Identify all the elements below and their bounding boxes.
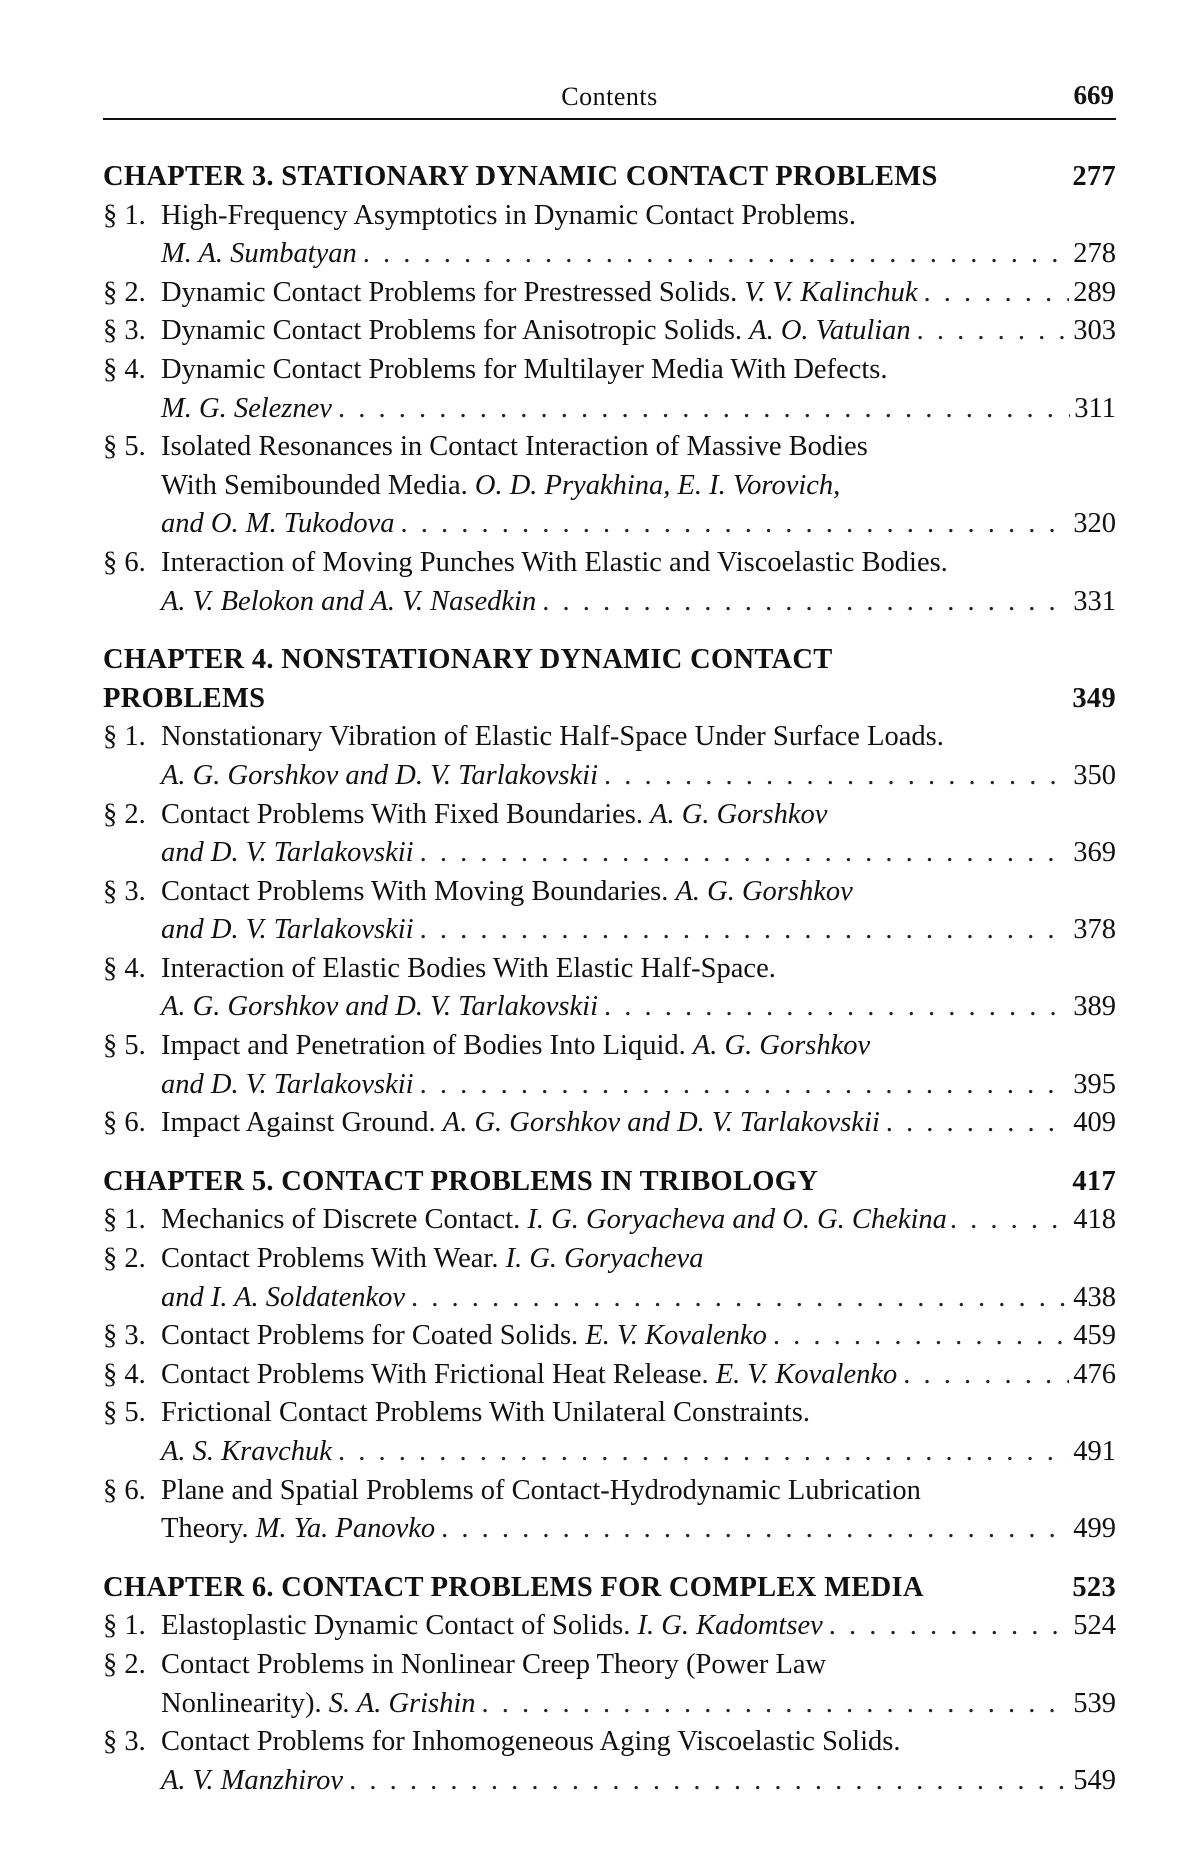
section-mark: § 5.	[103, 1397, 146, 1429]
section-title-continued: Nonlinearity).	[161, 1687, 322, 1719]
section-title: High-Frequency Asymptotics in Dynamic Contact Problems.	[161, 199, 856, 231]
section-mark: § 6.	[103, 1474, 146, 1506]
section-mark: § 3.	[103, 1726, 146, 1758]
chapter-title: CHAPTER 3. STATIONARY DYNAMIC CONTACT PROBLEMS	[103, 161, 938, 192]
dot-leader	[476, 1685, 1070, 1724]
toc-entry	[103, 1723, 1116, 1800]
dot-leader	[414, 1066, 1070, 1105]
chapter-heading	[103, 158, 1116, 197]
toc-entry	[103, 718, 1116, 795]
section-page: 395	[1073, 1068, 1116, 1100]
section-authors: O. D. Pryakhina, E. I. Vorovich,	[474, 469, 841, 501]
section-title: Contact Problems With Fixed Boundaries.	[161, 798, 643, 830]
dot-leader	[332, 1433, 1069, 1472]
chapter-3	[103, 158, 1116, 621]
section-page: 549	[1073, 1764, 1116, 1796]
chapter-heading	[103, 1569, 1116, 1608]
section-title: Contact Problems for Inhomogeneous Aging Viscoelastic Solids.	[161, 1726, 901, 1758]
section-mark: § 1.	[103, 1204, 146, 1236]
chapter-heading	[103, 1163, 1116, 1202]
toc-entry	[103, 1646, 1116, 1723]
section-mark: § 2.	[103, 1243, 146, 1275]
section-page: 350	[1073, 759, 1116, 791]
section-authors-continued: and D. V. Tarlakovskii	[161, 837, 414, 869]
running-header-title: Contents	[561, 82, 658, 111]
section-authors: E. V. Kovalenko	[715, 1358, 898, 1390]
toc-entry	[103, 1317, 1116, 1356]
dot-leader	[947, 1201, 1069, 1240]
section-authors: I. G. Goryacheva and O. G. Chekina	[527, 1204, 947, 1236]
section-page: 389	[1073, 991, 1116, 1023]
chapter-page: 417	[1072, 1165, 1116, 1197]
section-title: Contact Problems With Frictional Heat Release.	[161, 1358, 709, 1390]
running-header-page-number: 669	[1073, 80, 1114, 110]
section-mark: § 3.	[103, 875, 146, 907]
dot-leader	[414, 911, 1070, 950]
section-page: 438	[1073, 1281, 1116, 1313]
section-authors: M. G. Seleznev	[161, 392, 332, 424]
section-mark: § 2.	[103, 276, 146, 308]
dot-leader	[395, 505, 1070, 544]
section-authors: E. V. Kovalenko	[585, 1320, 767, 1352]
section-title-continued: With Semibounded Media.	[161, 469, 468, 501]
section-page: 459	[1073, 1320, 1116, 1352]
chapter-6	[103, 1569, 1116, 1801]
section-page: 320	[1073, 508, 1116, 540]
chapter-title: CHAPTER 6. CONTACT PROBLEMS FOR COMPLEX MEDIA	[103, 1571, 924, 1603]
toc-entry	[103, 544, 1116, 621]
dot-leader	[897, 1356, 1069, 1395]
table-of-contents	[103, 158, 1116, 1800]
section-authors: A. S. Kravchuk	[161, 1436, 332, 1467]
chapter-5	[103, 1163, 1116, 1549]
chapter-page: 523	[1072, 1571, 1116, 1603]
section-authors-continued: and D. V. Tarlakovskii	[161, 914, 414, 946]
section-authors-continued: and D. V. Tarlakovskii	[161, 1068, 414, 1100]
section-page: 331	[1073, 585, 1116, 617]
section-page: 278	[1073, 238, 1116, 270]
dot-leader	[414, 834, 1070, 873]
section-title: Dynamic Contact Problems for Multilayer Media With Defects.	[161, 353, 888, 385]
section-title-continued: Theory.	[161, 1513, 249, 1545]
dot-leader	[598, 757, 1069, 796]
section-title: Contact Problems With Moving Boundaries.	[161, 875, 669, 907]
chapter-title: CHAPTER 4. NONSTATIONARY DYNAMIC CONTACT	[103, 644, 833, 676]
chapter-page: 277	[1072, 161, 1116, 192]
section-authors: M. A. Sumbatyan	[161, 238, 357, 270]
section-authors: A. V. Belokon and A. V. Nasedkin	[161, 585, 537, 617]
section-authors: A. G. Gorshkov and D. V. Tarlakovskii	[442, 1107, 880, 1139]
section-page: 499	[1073, 1513, 1116, 1545]
section-authors: A. G. Gorshkov	[692, 1030, 871, 1062]
section-mark: § 3.	[103, 1320, 146, 1352]
dot-leader	[880, 1104, 1069, 1143]
section-page: 311	[1074, 392, 1116, 424]
chapter-heading	[103, 641, 1116, 718]
toc-entry	[103, 796, 1116, 873]
page	[103, 78, 1116, 1800]
running-header	[103, 78, 1116, 120]
section-title: Dynamic Contact Problems for Anisotropic Solids.	[161, 315, 743, 347]
section-title: Mechanics of Discrete Contact.	[161, 1204, 521, 1236]
section-authors: I. G. Kadomtsev	[637, 1610, 823, 1642]
dot-leader	[598, 988, 1069, 1027]
section-mark: § 4.	[103, 353, 146, 385]
section-title: Interaction of Moving Punches With Elastic and Viscoelastic Bodies.	[161, 546, 948, 578]
dot-leader	[435, 1510, 1069, 1549]
section-mark: § 5.	[103, 431, 146, 463]
section-title: Contact Problems With Wear.	[161, 1243, 499, 1275]
section-authors: A. V. Manzhirov	[161, 1764, 344, 1796]
section-mark: § 2.	[103, 798, 146, 830]
section-mark: § 6.	[103, 1107, 146, 1139]
dot-leader	[918, 274, 1070, 313]
dot-leader	[405, 1279, 1069, 1318]
dot-leader	[343, 1762, 1069, 1801]
section-title: Contact Problems for Coated Solids.	[161, 1320, 579, 1352]
dot-leader	[332, 390, 1070, 429]
section-authors-continued: and O. M. Tukodova	[161, 508, 395, 540]
section-title: Isolated Resonances in Contact Interaction of Massive Bodies	[161, 431, 868, 463]
section-title: Elastoplastic Dynamic Contact of Solids.	[161, 1610, 631, 1642]
section-authors: A. G. Gorshkov	[675, 875, 853, 907]
section-page: 369	[1073, 837, 1116, 869]
section-title: Plane and Spatial Problems of Contact-Hydrodynamic Lubrication	[161, 1474, 921, 1506]
section-authors: M. Ya. Panovko	[255, 1513, 436, 1545]
section-authors: S. A. Grishin	[328, 1687, 476, 1719]
section-authors: V. V. Kalinchuk	[744, 276, 918, 308]
section-authors: A. G. Gorshkov	[650, 798, 828, 830]
dot-leader	[911, 312, 1070, 351]
section-title: Contact Problems in Nonlinear Creep Theory (Power Law	[161, 1648, 827, 1680]
section-mark: § 4.	[103, 1358, 146, 1390]
dot-leader	[536, 583, 1069, 622]
toc-entry	[103, 950, 1116, 1027]
section-mark: § 3.	[103, 315, 146, 347]
toc-entry	[103, 1104, 1116, 1143]
toc-entry	[103, 1356, 1116, 1395]
toc-entry	[103, 197, 1116, 274]
section-page: 303	[1073, 315, 1116, 347]
section-title: Frictional Contact Problems With Unilateral Constraints.	[161, 1397, 810, 1429]
section-title: Nonstationary Vibration of Elastic Half-Space Under Surface Loads.	[161, 721, 944, 753]
section-title: Dynamic Contact Problems for Prestressed Solids.	[161, 276, 738, 308]
section-authors: A. G. Gorshkov and D. V. Tarlakovskii	[161, 991, 598, 1023]
section-mark: § 2.	[103, 1648, 146, 1680]
section-mark: § 1.	[103, 1610, 146, 1642]
section-authors-continued: and I. A. Soldatenkov	[161, 1281, 406, 1313]
section-title: Impact and Penetration of Bodies Into Liquid.	[161, 1030, 686, 1062]
section-page: 418	[1073, 1204, 1116, 1236]
toc-entry	[103, 1201, 1116, 1240]
section-title: Impact Against Ground.	[161, 1107, 436, 1139]
section-page: 378	[1073, 914, 1116, 946]
toc-entry	[103, 1240, 1116, 1317]
chapter-title: CHAPTER 5. CONTACT PROBLEMS IN TRIBOLOGY	[103, 1165, 819, 1197]
chapter-page: 349	[1072, 682, 1116, 714]
section-mark: § 4.	[103, 952, 146, 984]
chapter-4	[103, 641, 1116, 1143]
section-mark: § 5.	[103, 1030, 146, 1062]
toc-entry	[103, 1607, 1116, 1646]
dot-leader	[823, 1607, 1070, 1646]
section-authors: A. G. Gorshkov and D. V. Tarlakovskii	[161, 759, 598, 791]
section-mark: § 1.	[103, 199, 146, 231]
section-mark: § 1.	[103, 721, 146, 753]
toc-entry	[103, 312, 1116, 351]
chapter-title-continued: PROBLEMS	[103, 682, 266, 714]
section-page: 476	[1073, 1358, 1116, 1390]
section-page: 524	[1073, 1610, 1116, 1642]
section-page: 409	[1073, 1107, 1116, 1139]
toc-entry	[103, 351, 1116, 428]
section-page: 539	[1073, 1687, 1116, 1719]
section-authors: A. O. Vatulian	[749, 315, 911, 347]
toc-entry	[103, 1394, 1116, 1471]
section-mark: § 6.	[103, 546, 146, 578]
toc-entry	[103, 1472, 1116, 1549]
toc-entry	[103, 274, 1116, 313]
dot-leader	[767, 1317, 1069, 1356]
section-page: 491	[1073, 1436, 1116, 1467]
section-page: 289	[1073, 276, 1116, 308]
section-authors: I. G. Goryacheva	[505, 1243, 704, 1275]
section-title: Interaction of Elastic Bodies With Elastic Half-Space.	[161, 952, 776, 984]
toc-entry	[103, 428, 1116, 544]
toc-entry	[103, 873, 1116, 950]
dot-leader	[357, 235, 1069, 274]
toc-entry	[103, 1027, 1116, 1104]
